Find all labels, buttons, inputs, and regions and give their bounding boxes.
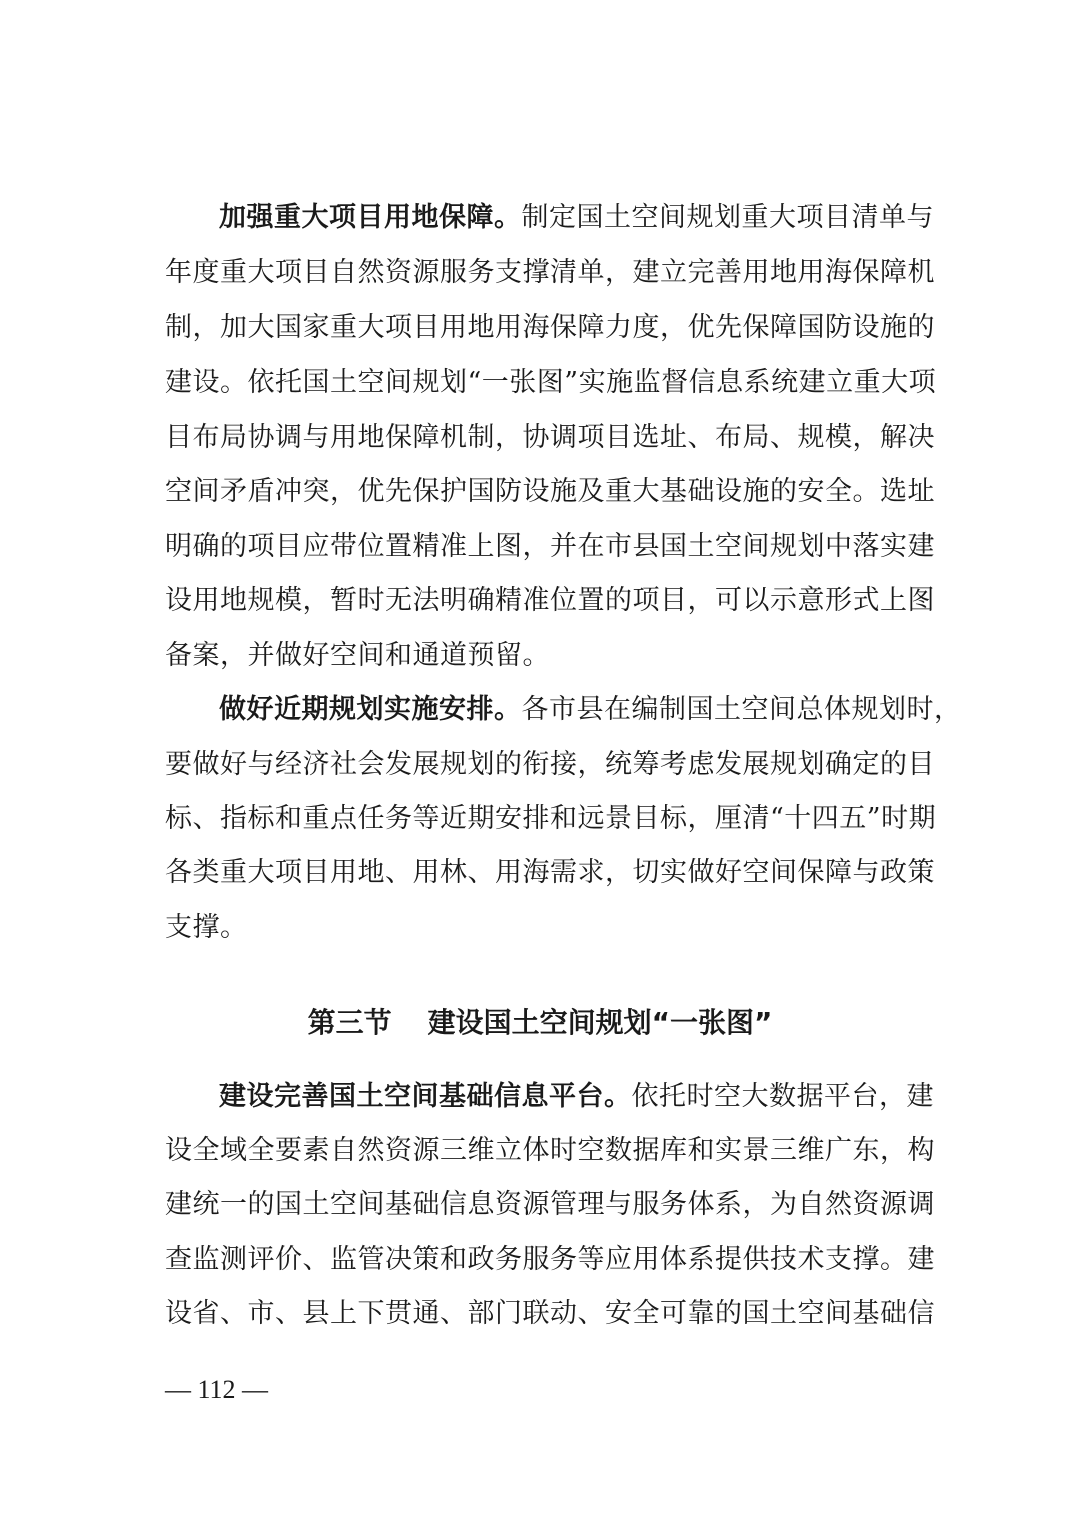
paragraph-2-line-1 — [219, 690, 962, 730]
paragraph-1-line-4: 建设。依托国土空间规划“一张图”实施监督信息系统建立重大项 — [165, 367, 937, 398]
section-number: 第三节 — [307, 1006, 392, 1039]
paragraph-3-line-5: 设省、市、县上下贯通、部门联动、安全可靠的国土空间基础信 — [165, 1298, 935, 1329]
paragraph-2-line-5: 支撑。 — [165, 912, 248, 943]
paragraph-1-line-9: 备案，并做好空间和通道预留。 — [165, 640, 550, 671]
paragraph-2-line-3: 标、指标和重点任务等近期安排和远景目标，厘清“十四五”时期 — [165, 803, 937, 834]
paragraph-3-lead: 建设完善国土空间基础信息平台。 — [219, 1081, 632, 1112]
paragraph-1-line-1 — [219, 198, 934, 238]
paragraph-1-line-7: 明确的项目应带位置精准上图，并在市县国土空间规划中落实建 — [165, 531, 935, 562]
paragraph-1-line-5: 目布局协调与用地保障机制，协调项目选址、布局、规模，解决 — [165, 422, 935, 453]
paragraph-1-line-3: 制，加大国家重大项目用地用海保障力度，优先保障国防设施的 — [165, 312, 935, 343]
section-heading — [0, 1003, 1080, 1043]
paragraph-2-text: 各市县在编制国土空间总体规划时， — [521, 694, 962, 725]
page-number: — 112 — — [165, 1375, 269, 1404]
paragraph-2-line-2: 要做好与经济社会发展规划的衔接，统筹考虑发展规划确定的目 — [165, 749, 935, 780]
paragraph-3-text: 依托时空大数据平台，建 — [631, 1081, 934, 1112]
paragraph-1-lead: 加强重大项目用地保障。 — [219, 202, 522, 233]
paragraph-3-line-3: 建统一的国土空间基础信息资源管理与服务体系，为自然资源调 — [165, 1189, 935, 1220]
paragraph-2-lead: 做好近期规划实施安排。 — [219, 694, 522, 725]
paragraph-1-line-2: 年度重大项目自然资源服务支撑清单，建立完善用地用海保障机 — [165, 257, 935, 288]
paragraph-1-text: 制定国土空间规划重大项目清单与 — [521, 202, 934, 233]
paragraph-2-line-4: 各类重大项目用地、用林、用海需求，切实做好空间保障与政策 — [165, 857, 935, 888]
section-title: 建设国土空间规划“一张图” — [427, 1006, 773, 1039]
paragraph-1-line-8: 设用地规模，暂时无法明确精准位置的项目，可以示意形式上图 — [165, 585, 935, 616]
paragraph-1-line-6: 空间矛盾冲突，优先保护国防设施及重大基础设施的安全。选址 — [165, 476, 935, 507]
paragraph-3-line-1 — [219, 1077, 934, 1117]
paragraph-3-line-2: 设全域全要素自然资源三维立体时空数据库和实景三维广东，构 — [165, 1135, 935, 1166]
paragraph-3-line-4: 查监测评价、监管决策和政务服务等应用体系提供技术支撑。建 — [165, 1244, 935, 1275]
